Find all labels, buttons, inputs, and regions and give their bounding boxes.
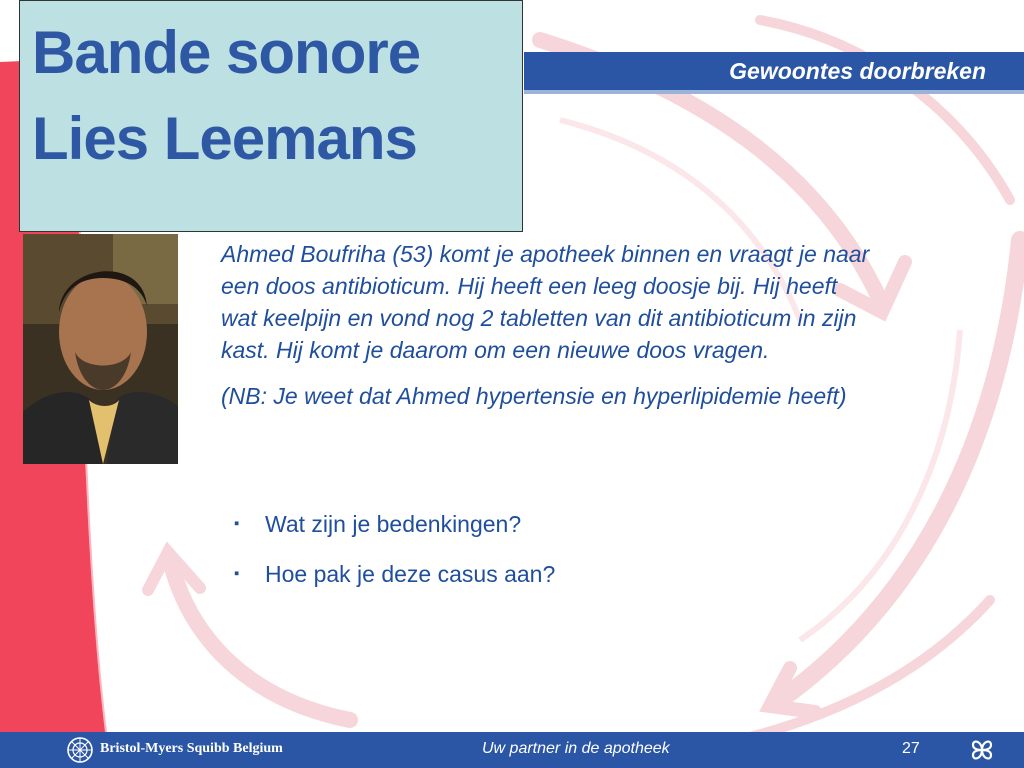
case-description	[221, 238, 1021, 412]
list-item-text: Hoe pak je deze casus aan?	[265, 561, 556, 587]
case-line: een doos antibioticum. Hij heeft een leeg doosje bij. Hij heeft	[221, 273, 838, 299]
banner-title: Gewoontes doorbreken	[729, 58, 986, 84]
banner-underline	[524, 90, 1024, 94]
case-line: wat keelpijn en vond nog 2 tabletten van dit antibioticum in zijn	[221, 305, 857, 331]
list-item-text: Wat zijn je bedenkingen?	[265, 511, 522, 537]
square-bullet-icon: ▪	[234, 515, 240, 532]
clover-icon	[967, 735, 997, 765]
footer-bar	[0, 732, 1024, 768]
person-photo	[23, 234, 178, 464]
footer-brand: Bristol-Myers Squibb Belgium	[100, 741, 283, 756]
square-bullet-icon: ▪	[234, 565, 240, 582]
title-box	[19, 0, 523, 232]
bms-logo-icon	[66, 736, 94, 764]
case-line: kast. Hij komt je daarom om een nieuwe doos vragen.	[221, 337, 770, 363]
case-note: (NB: Je weet dat Ahmed hypertensie en hyperlipidemie heeft)	[221, 383, 847, 409]
case-line: Ahmed Boufriha (53) komt je apotheek binnen en vraagt je naar	[221, 241, 870, 267]
header-banner	[524, 52, 1024, 90]
footer-tagline: Uw partner in de apotheek	[482, 740, 670, 757]
title-line-1: Bande sonore	[32, 19, 421, 86]
page-number: 27	[902, 740, 920, 757]
title-line-2: Lies Leemans	[32, 105, 417, 172]
